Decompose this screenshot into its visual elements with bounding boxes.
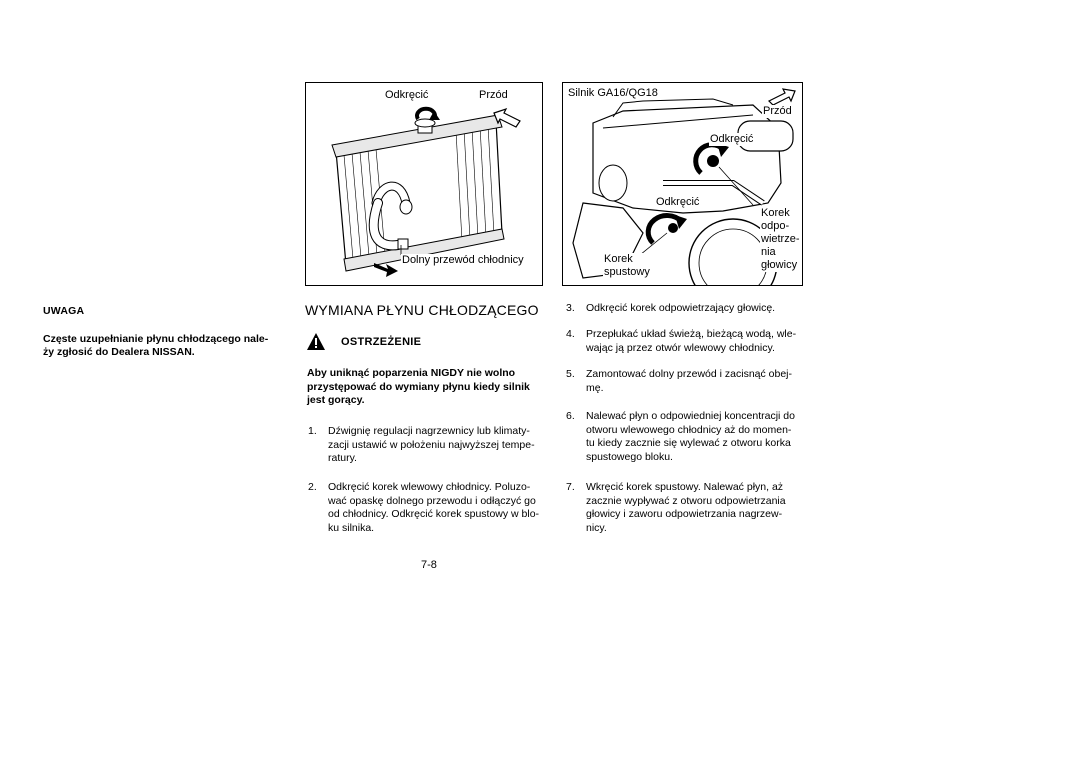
label-przod-engine: Przód [763, 105, 792, 117]
warning-label: OSTRZEŻENIE [341, 335, 422, 348]
warning-text: Aby uniknąć poparzenia NIGDY nie wolno przystępować do wymiany płynu kiedy silnik jest gorący. [307, 367, 530, 406]
engine-figure [562, 82, 803, 286]
label-odkrecic: Odkręcić [385, 89, 429, 101]
step-5: 5. Zamontować dolny przewód i zacisnąć obej- mę. [566, 368, 793, 394]
rotate-arrow-icon [414, 105, 440, 127]
label-przod: Przód [479, 89, 508, 101]
warning-triangle-icon [307, 333, 325, 350]
front-direction-arrow-icon [492, 107, 522, 129]
label-silnik: Silnik GA16/QG18 [568, 87, 658, 99]
warning-header [307, 333, 421, 350]
note-title: UWAGA [43, 305, 85, 317]
step-1: 1. Dźwignię regulacji nagrzewnicy lub klimaty- zacji ustawić w położeniu najwyższej tempe- ratury. [308, 425, 535, 464]
drain-arrow-icon [374, 261, 398, 277]
label-korek-odpowietrzania: Korek odpo- wietrze- nia głowicy [761, 207, 800, 271]
step-2: 2. Odkręcić korek wlewowy chłodnicy. Poluzo- wać opaskę dolnego przewodu i odłączyć go od chłodnicy. Odkręcić korek spustowy w blo- ku silnika. [308, 481, 540, 534]
note-text: Częste uzupełnianie płynu chłodzącego nale- ży zgłosić do Dealera NISSAN. [43, 333, 269, 358]
label-odkrecic-top: Odkręcić [710, 133, 754, 145]
section-title: WYMIANA PŁYNU CHŁODZĄCEGO [305, 302, 539, 318]
radiator-figure [305, 82, 543, 286]
page-number: 7-8 [421, 559, 437, 571]
front-direction-arrow-icon [765, 87, 797, 107]
step-7: 7. Wkręcić korek spustowy. Nalewać płyn, aż zacznie wypływać z otworu odpowietrzania głowicy i zaworu odpowietrzania nagrzew- nicy. [566, 481, 786, 534]
label-korek-spustowy: Korek spustowy [604, 253, 650, 278]
label-odkrecic-mid: Odkręcić [656, 196, 700, 208]
step-6: 6. Nalewać płyn o odpowiedniej koncentracji do otworu wlewowego chłodnicy aż do momen- tu kiedy zacznie się wylewać z otworu korka spustowego bloku. [566, 410, 795, 463]
step-3: 3. Odkręcić korek odpowietrzający głowicę. [566, 302, 776, 314]
label-dolny-przewod: Dolny przewód chłodnicy [402, 254, 524, 266]
step-4: 4. Przepłukać układ świeżą, bieżącą wodą, wle- wając ją przez otwór wlewowy chłodnicy. [566, 328, 797, 354]
